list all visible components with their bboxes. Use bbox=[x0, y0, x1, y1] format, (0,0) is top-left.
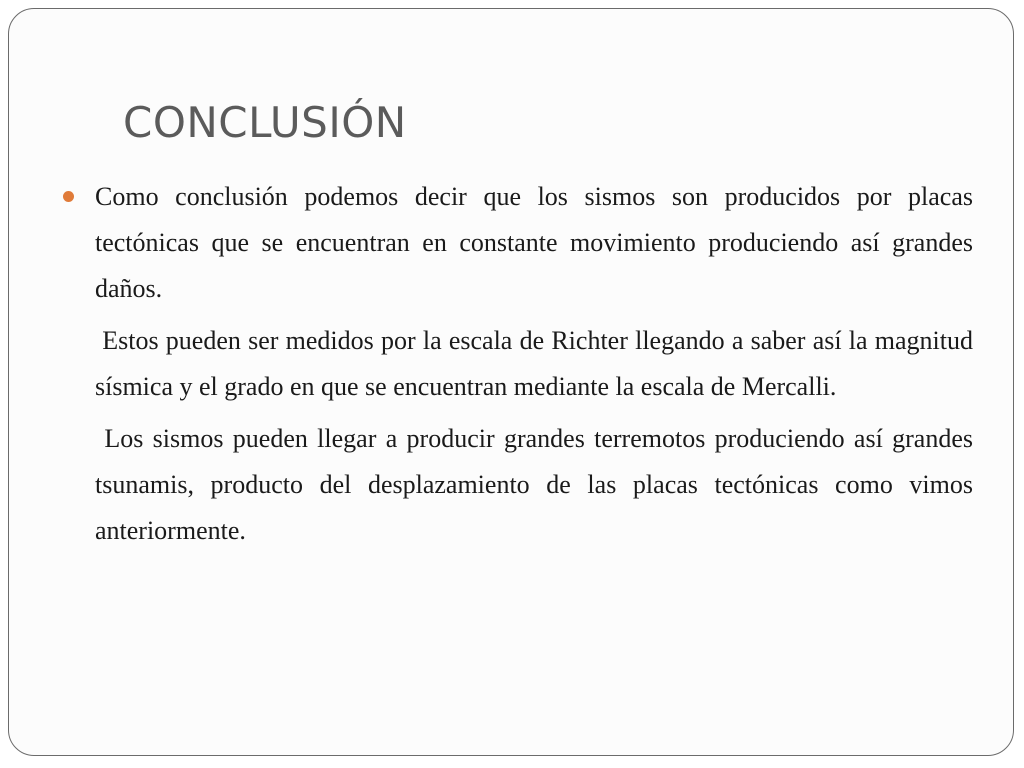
slide-title: CONCLUSIÓN bbox=[123, 98, 407, 147]
bullet-paragraph-1 bbox=[95, 174, 973, 312]
slide-frame bbox=[8, 8, 1014, 756]
slide-content bbox=[95, 174, 980, 560]
paragraph-2 bbox=[95, 318, 980, 410]
paragraph-text: Los sismos pueden llegar a producir grandes terremotos produciendo así grandes tsunamis, producto del desplazamiento de las placas tectónicas como vimos anteriormente. bbox=[95, 424, 980, 545]
paragraph-3 bbox=[95, 416, 980, 554]
paragraph-text: Estos pueden ser medidos por la escala de Richter llegando a saber así la magnitud sísmica y el grado en que se encuentran mediante la escala de Mercalli. bbox=[95, 326, 980, 401]
bullet-dot-icon bbox=[63, 191, 74, 202]
paragraph-text: Como conclusión podemos decir que los sismos son producidos por placas tectónicas que se encuentran en constante movimiento produciendo así grandes daños. bbox=[95, 182, 973, 303]
